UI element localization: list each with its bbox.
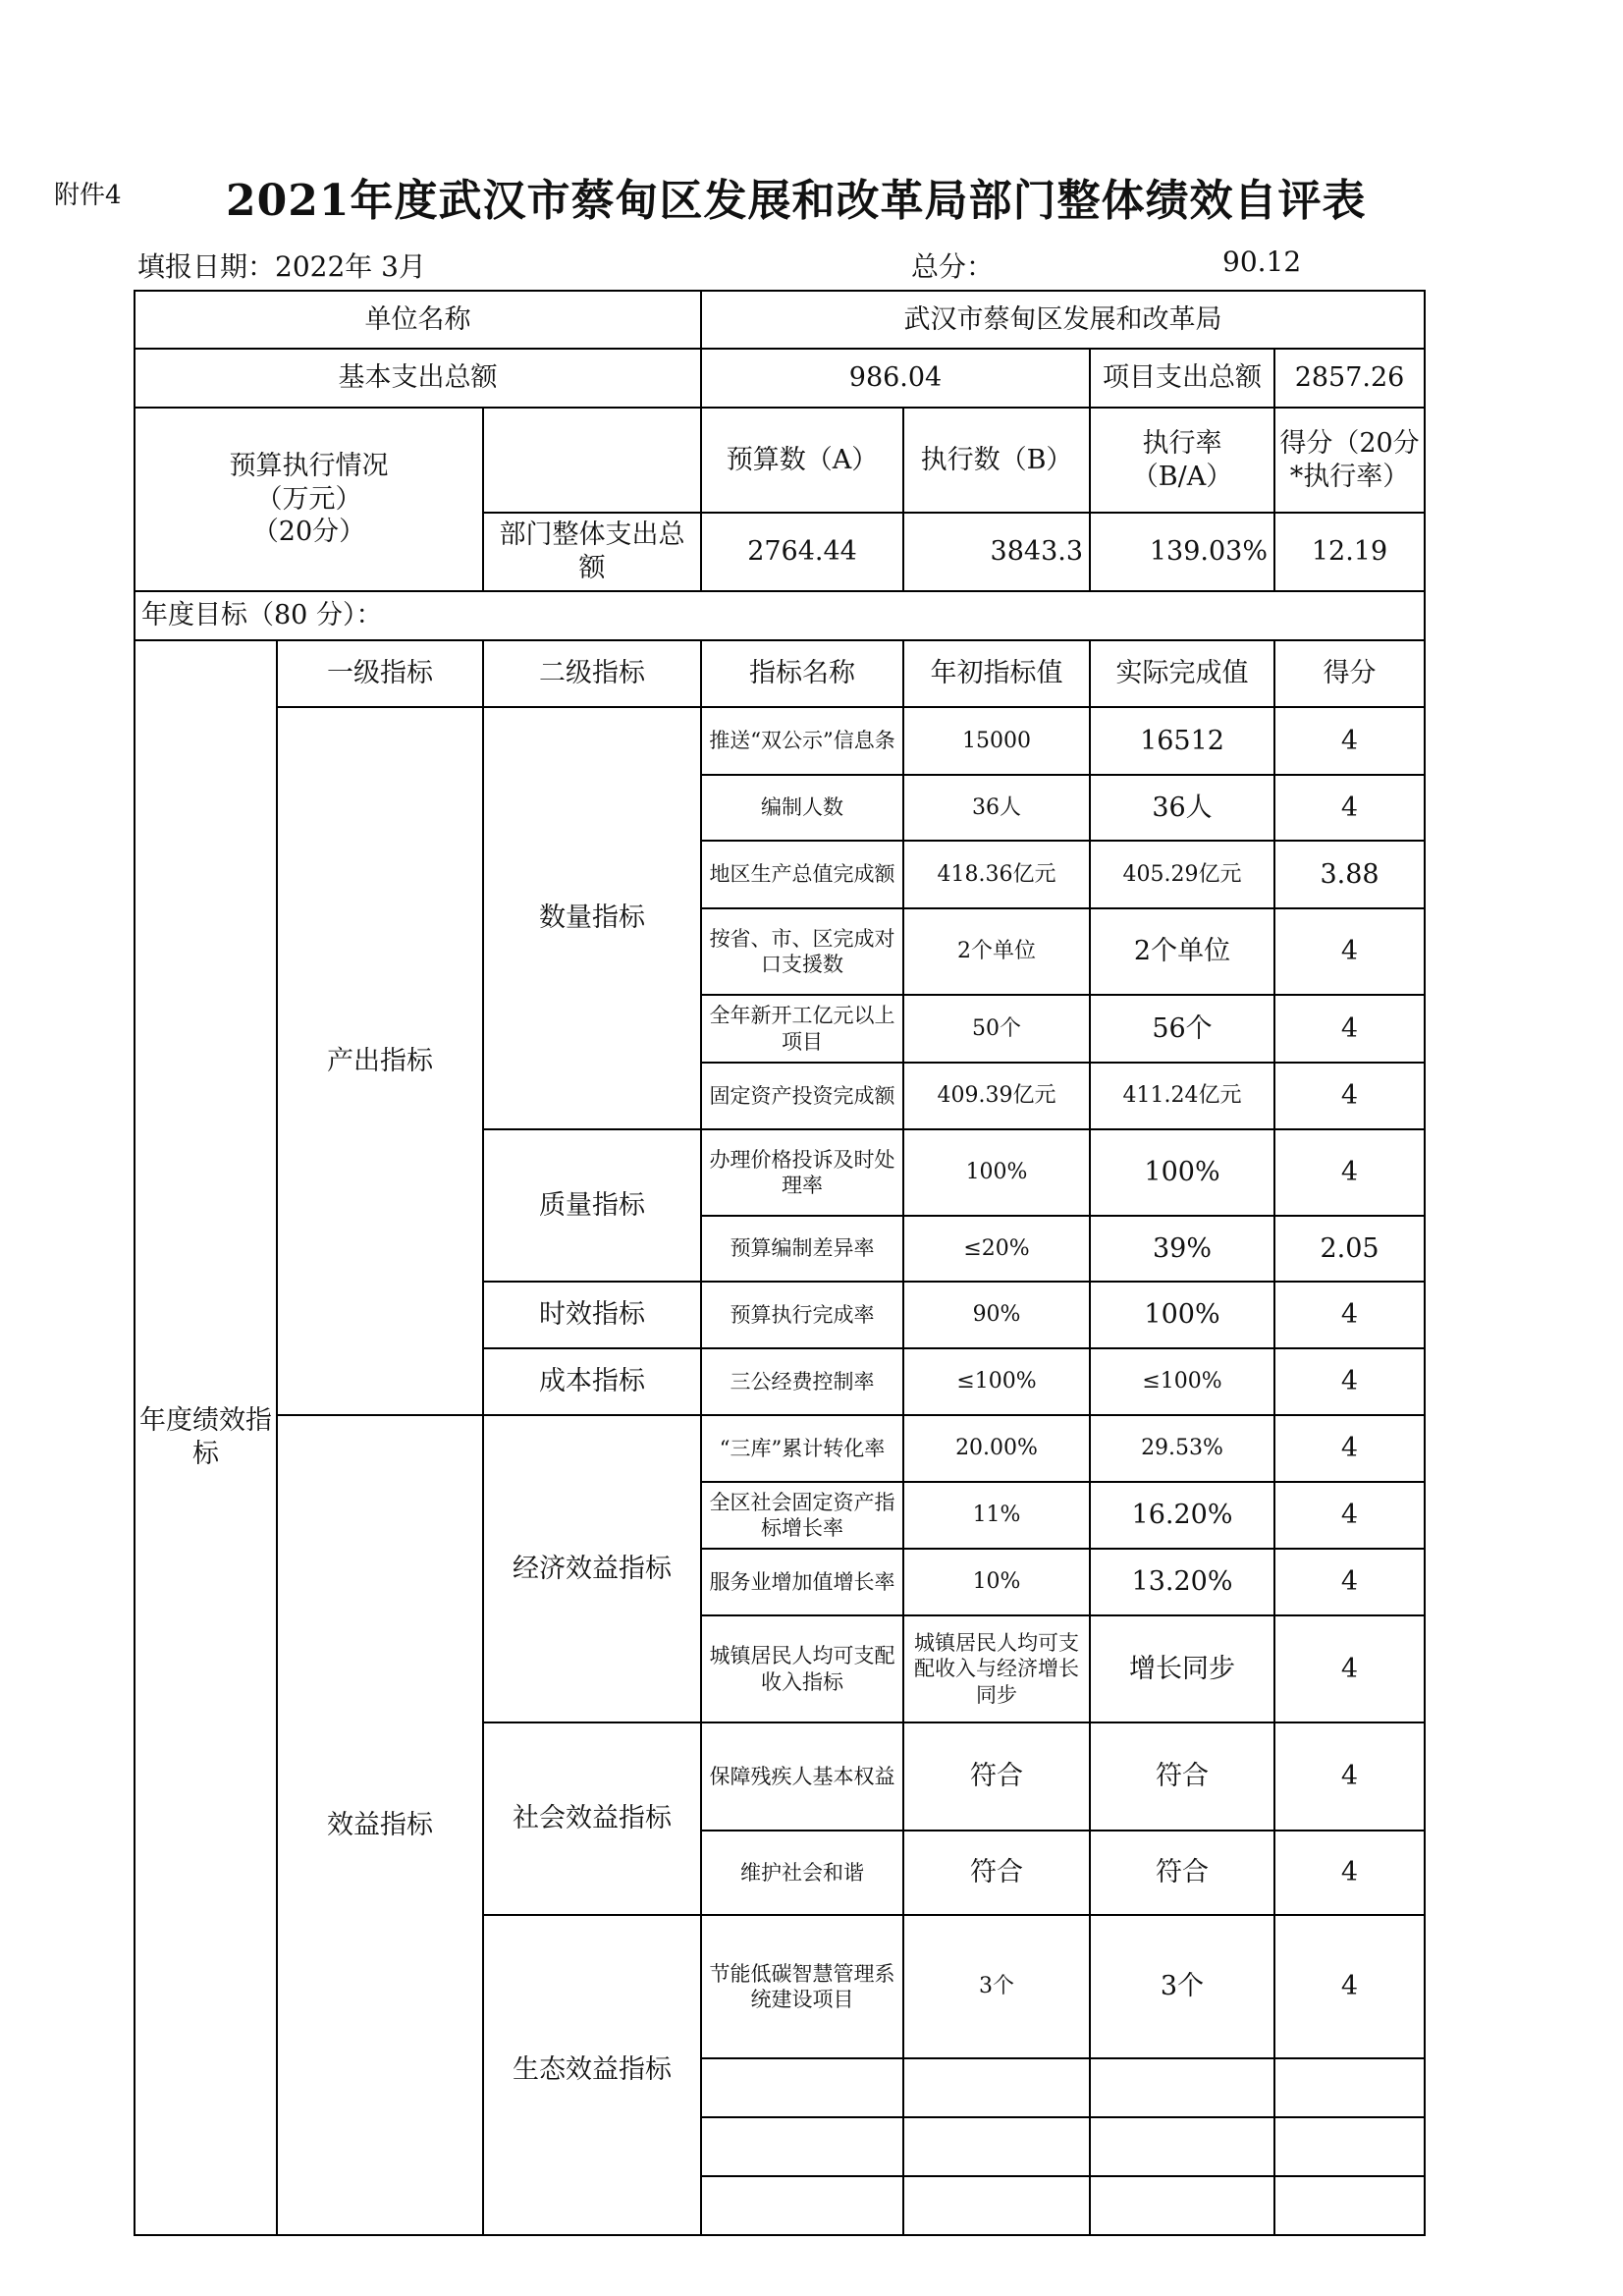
- indicator-score: 4: [1274, 1831, 1425, 1915]
- indicator-score: 2.05: [1274, 1216, 1425, 1282]
- indicator-actual: 405.29亿元: [1090, 841, 1274, 908]
- indicator-target: 3个: [903, 1915, 1090, 2058]
- evaluation-sheet: [134, 290, 1424, 2085]
- indicator-target: 2个单位: [903, 908, 1090, 995]
- indicator-score: 4: [1274, 1549, 1425, 1615]
- indicator-score: 4: [1274, 1129, 1425, 1216]
- indicator-name: 节能低碳智慧管理系统建设项目: [701, 1915, 903, 2058]
- indicator-name: 预算执行完成率: [701, 1282, 903, 1348]
- fill-date: 填报日期：2022年 3月: [137, 250, 426, 283]
- indicator-name: 办理价格投诉及时处理率: [701, 1129, 903, 1216]
- indicator-target: 城镇居民人均可支配收入与经济增长同步: [903, 1615, 1090, 1722]
- total-score-value: 90.12: [1222, 246, 1302, 278]
- table-row: [135, 707, 1425, 775]
- indicator-name: 服务业增加值增长率: [701, 1549, 903, 1615]
- indicator-score: 4: [1274, 908, 1425, 995]
- budget-col-rate: 执行率 （B/A）: [1090, 408, 1274, 513]
- header-name: 指标名称: [701, 640, 903, 707]
- indicator-score: 4: [1274, 1282, 1425, 1348]
- budget-blank-cell: [483, 408, 701, 513]
- indicator-target: 90%: [903, 1282, 1090, 1348]
- table-row: [135, 1415, 1425, 1482]
- indicator-header-row: [135, 640, 1425, 707]
- indicator-actual: 29.53%: [1090, 1415, 1274, 1482]
- indicator-score: 3.88: [1274, 841, 1425, 908]
- economic-category: 经济效益指标: [483, 1415, 701, 1722]
- unit-row: [135, 291, 1425, 349]
- header-target: 年初指标值: [903, 640, 1090, 707]
- evaluation-table: [134, 290, 1426, 2236]
- indicator-target: 符合: [903, 1831, 1090, 1915]
- indicator-target: 10%: [903, 1549, 1090, 1615]
- ecological-category: 生态效益指标: [483, 1915, 701, 2235]
- header-actual: 实际完成值: [1090, 640, 1274, 707]
- cost-category: 成本指标: [483, 1348, 701, 1415]
- social-category: 社会效益指标: [483, 1722, 701, 1915]
- dept-rate-value: 139.03%: [1090, 513, 1274, 591]
- indicator-score: 4: [1274, 1615, 1425, 1722]
- basic-expense-value: 986.04: [701, 349, 1090, 408]
- header-score: 得分: [1274, 640, 1425, 707]
- indicator-name: 按省、市、区完成对口支援数: [701, 908, 903, 995]
- indicator-score: 4: [1274, 1063, 1425, 1129]
- indicator-name: 全年新开工亿元以上项目: [701, 995, 903, 1063]
- indicator-name: 编制人数: [701, 775, 903, 841]
- indicator-actual: 增长同步: [1090, 1615, 1274, 1722]
- unit-name-value: 武汉市蔡甸区发展和改革局: [701, 291, 1425, 349]
- indicator-name: 地区生产总值完成额: [701, 841, 903, 908]
- indicator-target: 100%: [903, 1129, 1090, 1216]
- budget-col-score: 得分（20分 *执行率）: [1274, 408, 1425, 513]
- header-level2: 二级指标: [483, 640, 701, 707]
- unit-name-label: 单位名称: [135, 291, 701, 349]
- indicator-target: 11%: [903, 1482, 1090, 1549]
- annual-goal-row: [135, 591, 1425, 640]
- basic-expense-label: 基本支出总额: [135, 349, 701, 408]
- indicator-name: “三库”累计转化率: [701, 1415, 903, 1482]
- indicator-name: 保障残疾人基本权益: [701, 1722, 903, 1831]
- indicator-target: 409.39亿元: [903, 1063, 1090, 1129]
- dept-exec-value: 3843.3: [903, 513, 1090, 591]
- indicator-actual: 符合: [1090, 1722, 1274, 1831]
- indicator-actual: 2个单位: [1090, 908, 1274, 995]
- indicator-name: 全区社会固定资产指标增长率: [701, 1482, 903, 1549]
- quality-category: 质量指标: [483, 1129, 701, 1282]
- indicator-score: 4: [1274, 1722, 1425, 1831]
- indicator-target: ≤100%: [903, 1348, 1090, 1415]
- page-title: 2021年度武汉市蔡甸区发展和改革局部门整体绩效自评表: [226, 176, 1367, 226]
- indicator-name: 预算编制差异率: [701, 1216, 903, 1282]
- indicator-actual: 3个: [1090, 1915, 1274, 2058]
- annual-perf-category: 年度绩效指标: [135, 640, 277, 2235]
- indicator-target: 符合: [903, 1722, 1090, 1831]
- indicator-name: 维护社会和谐: [701, 1831, 903, 1915]
- indicator-name: 三公经费控制率: [701, 1348, 903, 1415]
- timeliness-category: 时效指标: [483, 1282, 701, 1348]
- dept-score-value: 12.19: [1274, 513, 1425, 591]
- attachment-label: 附件4: [54, 181, 122, 210]
- indicator-actual: 100%: [1090, 1129, 1274, 1216]
- indicator-actual: 13.20%: [1090, 1549, 1274, 1615]
- indicator-score: 4: [1274, 707, 1425, 775]
- indicator-actual: 39%: [1090, 1216, 1274, 1282]
- dept-total-label: 部门整体支出总额: [483, 513, 701, 591]
- indicator-score: 4: [1274, 775, 1425, 841]
- indicator-target: 15000: [903, 707, 1090, 775]
- indicator-score: 4: [1274, 1415, 1425, 1482]
- benefit-category: 效益指标: [277, 1415, 483, 2235]
- indicator-target: 20.00%: [903, 1415, 1090, 1482]
- indicator-target: 50个: [903, 995, 1090, 1063]
- indicator-actual: 符合: [1090, 1831, 1274, 1915]
- dept-budget-value: 2764.44: [701, 513, 903, 591]
- annual-goal-label: 年度目标（80 分）：: [135, 591, 1425, 640]
- budget-col-budget: 预算数（A）: [701, 408, 903, 513]
- budget-header-row: [135, 408, 1425, 513]
- indicator-actual: 100%: [1090, 1282, 1274, 1348]
- indicator-score: 4: [1274, 995, 1425, 1063]
- indicator-actual: 56个: [1090, 995, 1274, 1063]
- indicator-target: 36人: [903, 775, 1090, 841]
- expense-row: [135, 349, 1425, 408]
- quantity-category: 数量指标: [483, 707, 701, 1129]
- indicator-score: 4: [1274, 1915, 1425, 2058]
- budget-col-exec: 执行数（B）: [903, 408, 1090, 513]
- header-level1: 一级指标: [277, 640, 483, 707]
- indicator-name: 城镇居民人均可支配收入指标: [701, 1615, 903, 1722]
- project-expense-value: 2857.26: [1274, 349, 1425, 408]
- budget-execution-label: 预算执行情况 （万元） （20分）: [135, 408, 483, 591]
- indicator-score: 4: [1274, 1348, 1425, 1415]
- indicator-score: 4: [1274, 1482, 1425, 1549]
- indicator-actual: ≤100%: [1090, 1348, 1274, 1415]
- indicator-target: 418.36亿元: [903, 841, 1090, 908]
- indicator-actual: 411.24亿元: [1090, 1063, 1274, 1129]
- project-expense-label: 项目支出总额: [1090, 349, 1274, 408]
- indicator-actual: 16.20%: [1090, 1482, 1274, 1549]
- output-category: 产出指标: [277, 707, 483, 1415]
- indicator-actual: 36人: [1090, 775, 1274, 841]
- total-score-label: 总分：: [911, 250, 995, 283]
- indicator-name: 推送“双公示”信息条: [701, 707, 903, 775]
- indicator-name: 固定资产投资完成额: [701, 1063, 903, 1129]
- indicator-actual: 16512: [1090, 707, 1274, 775]
- indicator-target: ≤20%: [903, 1216, 1090, 1282]
